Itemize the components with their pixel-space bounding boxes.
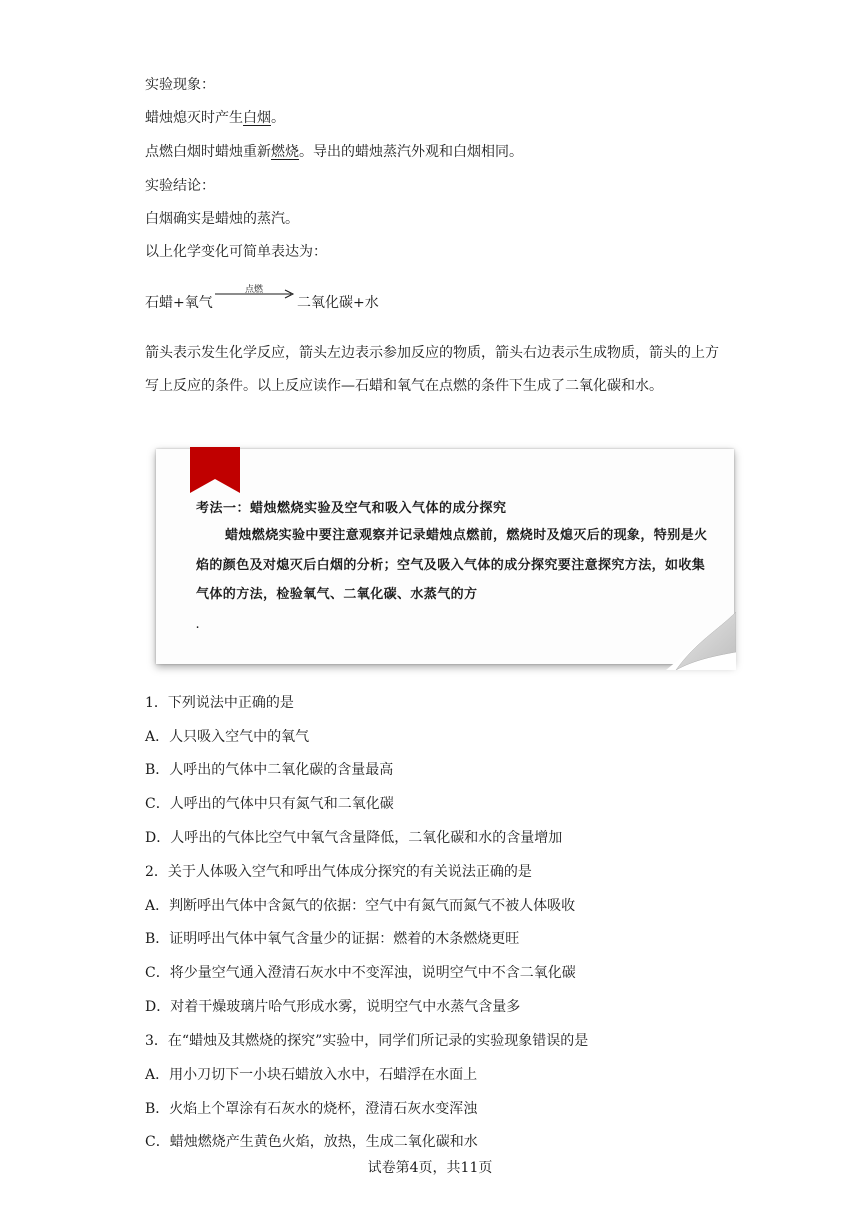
observation-1-text: 蜡烛熄灭时产生 [145,110,243,126]
question-3-option-c: C．蜡烛燃烧产生黄色火焰，放热，生成二氧化碳和水 [145,1134,478,1150]
question-1-option-a: A．人只吸入空气中的氧气 [145,729,310,745]
exam-tip-card [156,449,734,664]
observation-1-end: 。 [271,110,285,126]
equation-condition: 点燃 [245,285,264,295]
observation-label: 实验现象： [145,77,215,93]
explanation-paragraph: 箭头表示发生化学反应，箭头左边表示参加反应的物质，箭头右边表示生成物质，箭头的上方写上反应的条件。以上反应读作—石蜡和氧气在点燃的条件下生成了二氧化碳和水。 [145,345,719,394]
observation-2-end: 。导出的蜡烛蒸汽外观和白烟相同。 [299,144,523,160]
reaction-arrow-icon [213,286,297,300]
word-equation [145,282,445,322]
question-2-stem: 2．关于人体吸入空气和呼出气体成分探究的有关说法正确的是 [145,864,532,880]
question-1-option-c: C．人呼出的气体中只有氮气和二氧化碳 [145,796,394,812]
expression-intro: 以上化学变化可简单表达为： [145,244,327,260]
conclusion-text: 白烟确实是蜡烛的蒸汽。 [145,211,299,227]
observation-1 [145,108,285,128]
observation-1-underlined: 白烟 [243,110,271,126]
question-1-option-d: D．人呼出的气体比空气中氧气含量降低，二氧化碳和水的含量增加 [145,830,563,846]
bookmark-ribbon-icon [190,447,240,495]
question-3-stem: 3．在“蜡烛及其燃烧的探究”实验中，同学们所记录的实验现象错误的是 [145,1033,589,1049]
observation-2-underlined: 燃烧 [271,144,299,160]
page-curl-icon [666,612,736,670]
question-2-option-b: B．证明呼出气体中氧气含量少的证据：燃着的木条燃烧更旺 [145,931,520,947]
equation-products: 二氧化碳+水 [297,295,379,311]
question-3-option-a: A．用小刀切下一小块石蜡放入水中，石蜡浮在水面上 [145,1067,478,1083]
question-1-stem: 1．下列说法中正确的是 [145,695,294,711]
question-2-option-c: C．将少量空气通入澄清石灰水中不变浑浊，说明空气中不含二氧化碳 [145,965,576,981]
tip-body-text: 蜡烛燃烧实验中要注意观察并记录蜡烛点燃前，燃烧时及熄灭后的现象，特别是火焰的颜色及对熄灭后白烟的分析；空气及吸入气体的成分探究要注意探究方法，如收集气体的方法，检验氧气、二氧化碳、水蒸气的方 [196,528,708,602]
tip-title: 考法一：蜡烛燃烧实验及空气和吸入气体的成分探究 [196,501,507,516]
conclusion-label: 实验结论： [145,178,215,194]
equation-reactants: 石蜡+氧气 [145,295,213,311]
page-footer: 试卷第4页，共11页 [367,1160,493,1176]
question-2-option-a: A．判断呼出气体中含氮气的依据：空气中有氮气而氮气不被人体吸收 [145,898,576,914]
question-2-option-d: D．对着干燥玻璃片哈气形成水雾，说明空气中水蒸气含量多 [145,999,521,1015]
question-1-option-b: B．人呼出的气体中二氧化碳的含量最高 [145,762,394,778]
observation-2 [145,142,523,162]
question-3-option-b: B．火焰上个罩涂有石灰水的烧杯，澄清石灰水变浑浊 [145,1101,478,1117]
tip-body-tail: . [196,620,200,631]
observation-2-text: 点燃白烟时蜡烛重新 [145,144,271,160]
tip-body [196,521,716,641]
